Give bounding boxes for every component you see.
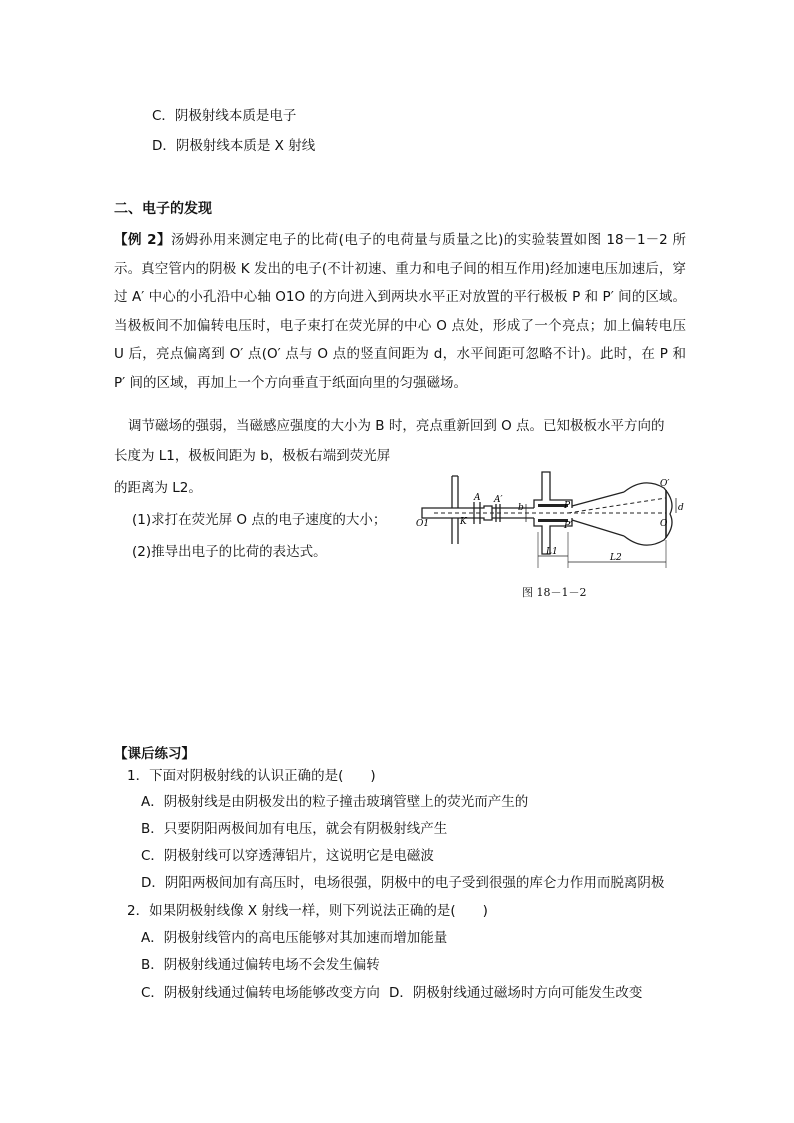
sub-question-1: (1)求打在荧光屏 O 点的电子速度的大小； <box>132 512 387 528</box>
figure-caption: 图 18－1－2 <box>522 586 587 599</box>
example-2-paragraph <box>114 226 686 397</box>
label-a: A <box>474 493 481 503</box>
prev-option-c: C．阴极射线本质是电子 <box>152 108 297 124</box>
label-p: P <box>564 501 571 511</box>
label-o1: O1 <box>416 519 430 529</box>
label-b: b <box>518 503 524 513</box>
hw-q2-option-b: B．阴极射线通过偏转电场不会发生偏转 <box>141 957 380 973</box>
label-k: K <box>460 517 467 527</box>
hw-q1-stem: 1．下面对阴极射线的认识正确的是( ) <box>127 768 376 784</box>
hw-q2-option-d: D．阴极射线通过磁场时方向可能发生改变 <box>389 985 643 1001</box>
sub-question-2: (2)推导出电子的比荷的表达式。 <box>132 544 327 560</box>
homework-title: 【课后练习】 <box>114 746 195 762</box>
para2-line2: 长度为 L1，极板间距为 b，极板右端到荧光屏 <box>114 448 391 464</box>
para2-line3: 的距离为 L2。 <box>114 480 202 496</box>
hw-q1-option-a: A．阴极射线是由阴极发出的粒子撞击玻璃管壁上的荧光而产生的 <box>141 794 529 810</box>
label-d: d <box>678 503 684 513</box>
thomson-apparatus-figure <box>414 462 690 580</box>
hw-q2-stem: 2．如果阴极射线像 X 射线一样，则下列说法正确的是( ) <box>127 903 488 919</box>
label-l2: L2 <box>610 553 622 563</box>
label-o: O <box>660 519 668 529</box>
label-p-prime: P′ <box>564 521 573 531</box>
hw-q2-option-a: A．阴极射线管内的高电压能够对其加速而增加能量 <box>141 930 448 946</box>
hw-q1-option-c: C．阴极射线可以穿透薄铝片，这说明它是电磁波 <box>141 848 434 864</box>
section-title: 二、电子的发现 <box>114 201 212 217</box>
label-o-prime: O′ <box>660 479 670 489</box>
prev-option-d: D．阴极射线本质是 X 射线 <box>152 138 316 154</box>
para2-line1: 调节磁场的强弱，当磁感应强度的大小为 B 时，亮点重新回到 O 点。已知极板水平方向的 <box>128 418 665 434</box>
example-tag: 【例 2】 <box>114 232 171 248</box>
example-body: 汤姆孙用来测定电子的比荷(电子的电荷量与质量之比)的实验装置如图 18－1－2 所示。真空管内的阴极 K 发出的电子(不计初速、重力和电子间的相互作用)经加速电压加速后，穿过 A′ 中心的小孔沿中心轴 O1O 的方向进入到两块水平正对放置的平行极板 P 和 P′ 间的区域。当极板间不加偏转电压时，电子束打在荧光屏的中心 O 点处，形成了一个亮点；加上偏转电压 U 后，亮点偏离到 O′ 点(O′ 点与 O 点的竖直间距为 d，水平间距可忽略不计)。此时，在 P 和 P′ 间的区域，再加上一个方向垂直于纸面向里的匀强磁场。 <box>114 232 687 391</box>
hw-q1-option-d: D．阴阳两极间加有高压时，电场很强，阴极中的电子受到很强的库仑力作用而脱离阴极 <box>141 875 665 891</box>
label-l1: L1 <box>546 547 558 557</box>
hw-q2-option-c: C．阴极射线通过偏转电场能够改变方向 <box>141 985 380 1001</box>
label-a-prime: A′ <box>494 495 503 505</box>
hw-q1-option-b: B．只要阴阳两极间加有电压，就会有阴极射线产生 <box>141 821 448 837</box>
